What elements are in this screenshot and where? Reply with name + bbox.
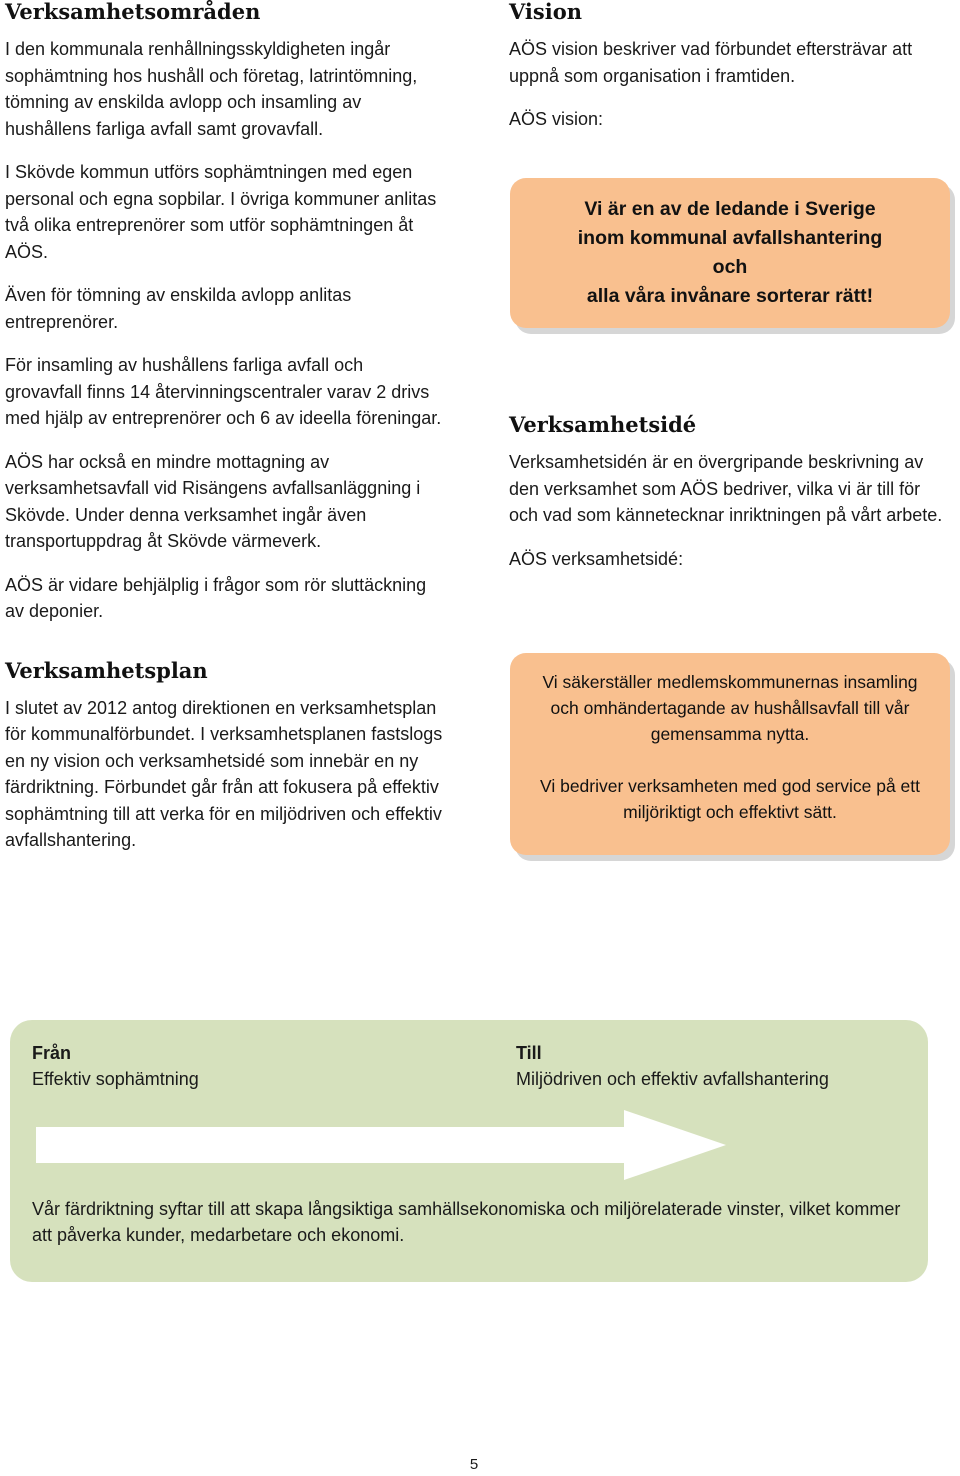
to-text: Miljödriven och effektiv avfallshantering [516,1069,829,1089]
direction-arrow-icon [36,1110,726,1180]
paragraph: I slutet av 2012 antog direktionen en verksamhetsplan för kommunalförbundet. I verksamhetsplanen fastslogs en ny vision och verksamhetsidé som innebär en ny färdriktning. Förbundet går från att fokusera på effektiv sophämtning till att verka för en miljödriven och effektiv avfallshantering. [5,697,443,850]
page-number: 5 [469,1456,479,1473]
direction-note: Vår färdriktning syftar till att skapa långsiktiga samhällsekonomiska och miljörelaterade vinster, vilket kommer att påverka kunder, medarbetare och ekonomi. [32,1199,901,1245]
paragraph: I Skövde kommun utförs sophämtningen med egen personal och egna sopbilar. I övriga kommuner anlitas två olika entreprenörer som utför sophämtningen åt AÖS. [5,162,437,262]
section-title-vision: Vision [509,0,582,24]
left-column [5,0,445,854]
right-column [509,0,949,133]
vision-line: Vi är en av de ledande i Sverige [584,198,876,220]
direction-panel [10,1020,928,1282]
paragraph: AÖS är vidare behjälplig i frågor som rör sluttäckning av deponier. [5,574,427,621]
section-title-verksamhetsomraden: Verksamhetsområden [5,0,261,24]
verksamhetside-callout [510,653,950,855]
vision-line: och [712,256,748,278]
to-block [516,1040,829,1092]
paragraph: AÖS vision: [509,109,604,129]
from-block [32,1040,199,1092]
from-label: Från [32,1043,72,1063]
paragraph: AÖS har också en mindre mottagning av verksamhetsavfall vid Risängens avfallsanläggning i Skövde. Under denna verksamhet ingår även transportuppdrag åt Skövde värmeverk. [5,451,421,551]
section-title-verksamhetsplan: Verksamhetsplan [5,657,208,683]
paragraph: För insamling av hushållens farliga avfall och grovavfall finns 14 återvinningscentraler varav 2 drivs med hjälp av entreprenörer och 6 av ideella föreningar. [5,355,442,428]
idea-paragraph: Vi bedriver verksamheten med god service på ett miljöriktigt och effektivt sätt. [539,776,920,822]
from-text: Effektiv sophämtning [32,1069,199,1089]
verksamhetside-section [509,413,949,572]
idea-paragraph: Vi säkerställer medlemskommunernas insamling och omhändertagande av hushållsavfall till vår gemensamma nytta. [542,672,918,744]
paragraph: I den kommunala renhållningsskyldigheten ingår sophämtning hos hushåll och företag, latrintömning, tömning av enskilda avlopp och insamling av hushållens farliga avfall samt grovavfall. [5,39,418,139]
vision-line: inom kommunal avfallshantering [577,227,883,249]
section-title-verksamhetside: Verksamhetsidé [509,412,697,437]
vision-callout [510,178,950,328]
paragraph: Verksamhetsidén är en övergripande beskrivning av den verksamhet som AÖS bedriver, vilka vi är till för och vad som kännetecknar inriktningen på vårt arbete. [509,452,943,525]
paragraph: AÖS vision beskriver vad förbundet eftersträvar att uppnå som organisation i framtiden. [509,39,913,86]
to-label: Till [516,1043,542,1063]
paragraph: Även för tömning av enskilda avlopp anlitas entreprenörer. [5,285,352,332]
paragraph: AÖS verksamhetsidé: [509,548,684,569]
vision-line: alla våra invånare sorterar rätt! [586,285,874,307]
